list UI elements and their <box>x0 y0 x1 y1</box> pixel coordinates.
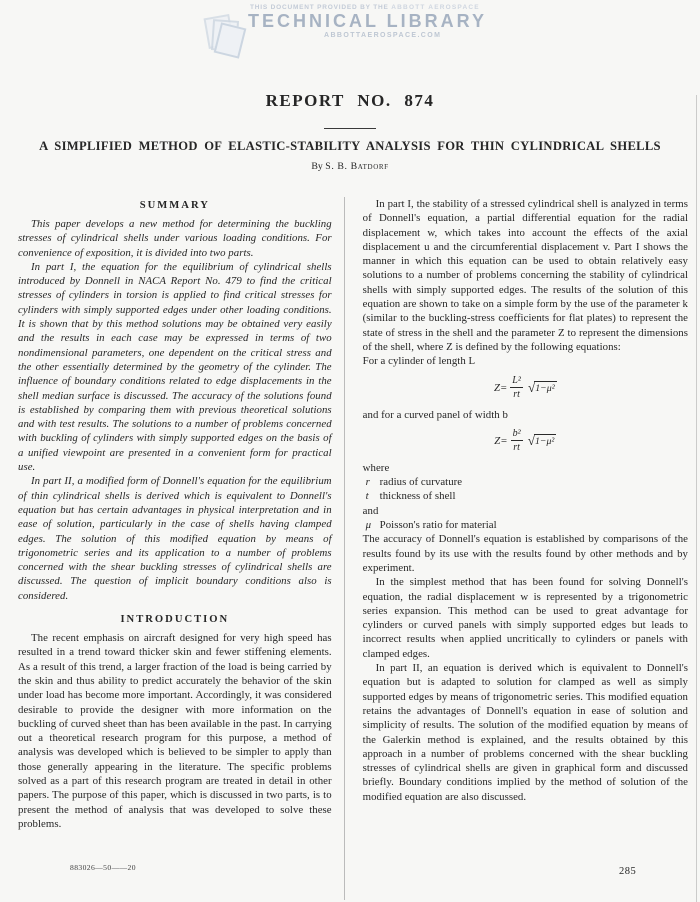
radical-sign: √ <box>527 379 536 395</box>
watermark-provided-line <box>250 4 516 11</box>
equation-lhs: Z= <box>494 434 508 447</box>
introduction-heading: INTRODUCTION <box>120 614 230 626</box>
equation-intro-cylinder: For a cylinder of length L <box>362 355 476 368</box>
page-number: 285 <box>619 866 637 877</box>
symbol-definition <box>363 518 688 532</box>
body-paragraph: The accuracy of Donnell's equation is established by comparisons of the results found by its use with the results found by other methods and by experiment. <box>362 533 688 574</box>
paper-title: A SIMPLIFIED METHOD OF ELASTIC-STABILITY ANALYSIS FOR THIN CYLINDRICAL SHELLS <box>39 139 661 153</box>
report-number: REPORT NO. 874 <box>265 91 435 110</box>
where-label: where <box>362 461 390 474</box>
fraction-numerator: L² <box>510 376 523 389</box>
symbol: μ <box>365 519 372 532</box>
body-paragraph: In part I, the stability of a stressed cylindrical shell is analyzed in terms of Donnell's equation, a partial differential equation for the radial displacement w, which takes into account the effects of the axial displacement u and the circumferential displacement v. Part I shows the manner in which this equation can be used to obtain relatively easy solutions to a number of problems concerning the stability of cylindrical shells with simply supported edges. The results of the solution of this equation are shown to take on a simple form by the use of the parameter k (similar to the buckling-stress coefficients for flat plates) to represent the state of stress in the shell and the parameter Z to represent the dimensions of the shell, where Z is defined by the following equations: <box>362 198 688 353</box>
radical-sign: √ <box>527 432 535 448</box>
symbol-meaning: Poisson's ratio for material <box>379 519 497 532</box>
and-label: and <box>362 504 379 517</box>
equation-cylinder <box>363 376 688 400</box>
radicand: 1−μ² <box>535 435 555 447</box>
print-code: 883026—50——20 <box>70 863 136 872</box>
symbol-definition <box>363 475 688 489</box>
two-column-body <box>18 197 688 897</box>
watermark-website: ABBOTTAEROSPACE.COM <box>324 32 442 39</box>
equation-radical <box>528 434 557 448</box>
watermark-provided-text: THIS DOCUMENT PROVIDED BY THE <box>250 4 389 11</box>
watermark-brand-text: ABBOTT AEROSPACE <box>391 4 480 11</box>
summary-paragraph: This paper develops a new method for determining the buckling stresses of cylindrical shells under various loading conditions. For convenience of exposition, it is divided into two parts. <box>18 218 332 259</box>
right-column <box>363 197 688 897</box>
body-paragraph: In part II, an equation is derived which is equivalent to Donnell's equation but is adapted to solution for clamped as well as simply supported edges by means of trigonometric series. This modified equation retains the advantages of Donnell's equation in ease of solution and simplicity of results. The solution of the modified equation by means of the Galerkin method is explained, and the results obtained by this approach in a number of problems concerned with the shear buckling stresses of cylindrical shells are given in graphical form and discussed briefly. Boundary conditions implied by the method of solution of the modified equation are also discussed. <box>362 662 688 803</box>
symbol-definition <box>363 489 688 503</box>
symbol: r <box>365 476 370 489</box>
symbol-meaning: thickness of shell <box>379 490 456 503</box>
radicand: 1−μ² <box>535 382 555 394</box>
fraction-denominator: rt <box>513 441 520 453</box>
summary-paragraph: In part I, the equation for the equilibrium of cylindrical shells introduced by Donnell in NACA Report No. 479 to find the critical stresses of cylinders in torsion is applied to find critical stresses for cylinders with simply supported edges under other loading conditions. It is shown that by this method solutions may be obtained very easily and the results in each case may be expressed in terms of two nondimensional parameters, one dependent on the critical stress and the other essentially determined by the geometry of the cylinder. The influence of boundary conditions related to edge displacements in the shell median surface is discussed. The accuracy of the solutions found is established by comparing them with previous theoretical solutions and with test results. The solutions to a number of problems concerned with buckling of cylinders with simply supported edges on the basis of a unified viewpoint are presented in a convenient form for practical use. <box>18 260 332 474</box>
title-divider-rule <box>324 128 376 129</box>
symbol-meaning: radius of curvature <box>379 476 463 489</box>
introduction-paragraph: The recent emphasis on aircraft designed for very high speed has resulted in a trend toward thicker skin and fewer stiffening elements. As a result of this trend, a larger fraction of the load is being carried by the skin and thus ability to predict accurately the behavior of the skin under load has become more important. Accordingly, it was considered desirable to provide the designer with more information on the buckling of curved sheet than has been available in the past. In carrying out a theoretical research program for this purpose, a method of analysis was developed which is believed to be simpler to apply than those generally appearing in the literature. The specific problems solved as a part of this research program are treated in detail in other papers. The purpose of this paper, which is discussed in two parts, is to present the method of analysis that was developed to solve these problems. <box>18 632 332 830</box>
summary-paragraph: In part II, a modified form of Donnell's equation for the equilibrium of thin cylindrical shells is derived which is equivalent to Donnell's equation but has certain advantages in physical interpretation and in ease of solution, particularly in the case of shells having clamped edges. The solution of this modified equation by means of trigonometric series and its application to a number of problems concerned with the shear buckling stresses of cylindrical shells are discussed. The question of implicit boundary conditions also is considered. <box>18 475 332 602</box>
watermark <box>196 4 516 39</box>
byline <box>0 161 700 172</box>
equation-fraction <box>510 376 523 400</box>
fraction-denominator: rt <box>513 388 520 400</box>
equation-intro-panel: and for a curved panel of width b <box>362 408 508 421</box>
summary-heading: SUMMARY <box>139 200 210 211</box>
left-column <box>18 197 332 897</box>
fraction-numerator: b² <box>511 429 523 442</box>
byline-prefix: By <box>311 161 323 172</box>
symbol: t <box>365 490 369 503</box>
logo-sheet <box>214 22 247 58</box>
byline-author: S. B. Batdorf <box>325 161 389 172</box>
equation-fraction <box>511 429 523 453</box>
body-paragraph: In the simplest method that has been found for solving Donnell's equation, the radial displacement w is represented by a trigonometric series expansion. This method can be used to great advantage for cylinders or curved panels with simply supported edges but leads to incorrect results when applied uncritically to cylinders or panels with clamped edges. <box>362 576 688 660</box>
abbott-aerospace-logo-icon <box>204 14 244 58</box>
equation-radical <box>528 381 557 395</box>
equation-panel <box>363 429 688 453</box>
equation-lhs: Z= <box>494 381 508 394</box>
watermark-library-title: TECHNICAL LIBRARY <box>248 11 487 31</box>
scan-edge-line <box>696 95 697 902</box>
